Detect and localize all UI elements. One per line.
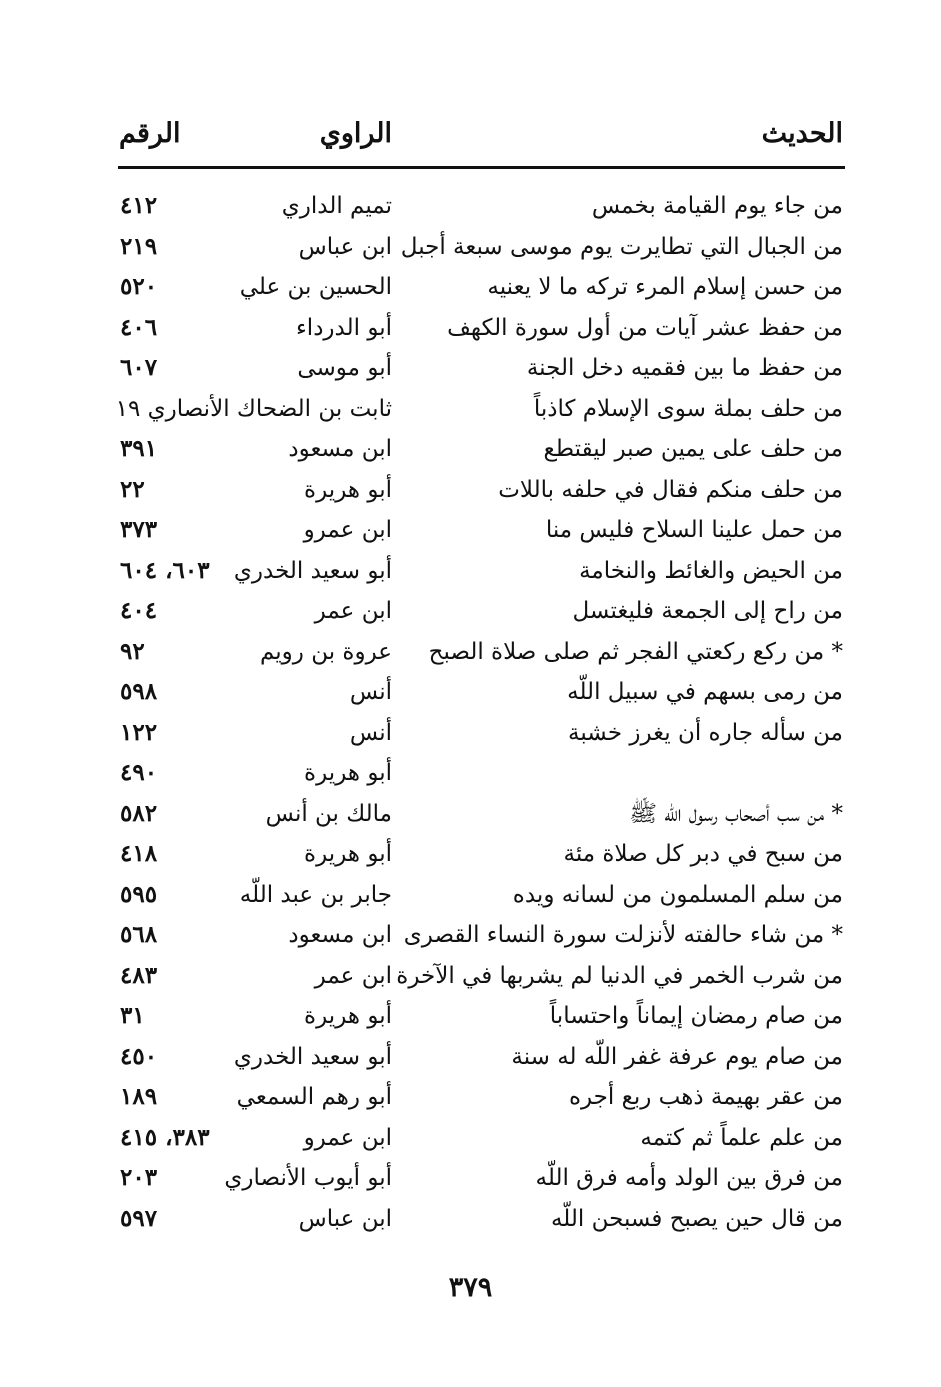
table-row (0, 1158, 941, 1199)
hadith-number: ٦٠٣، ٦٠٤ (120, 556, 210, 584)
hadith-number: ٤٩٠ (120, 759, 158, 786)
hadith-number: ٥٩٥ (120, 880, 158, 908)
hadith-number: ٥٨٢ (120, 799, 158, 827)
hadith-text: من حمل علينا السلاح فليس منا (545, 517, 843, 543)
hadith-text: من سأله جاره أن يغرز خشبة (568, 719, 843, 746)
table-row (0, 389, 941, 430)
table-row (0, 834, 941, 875)
hadith-text: من حفظ ما بين فقميه دخل الجنة (526, 355, 843, 381)
narrator-name: ابن عمر (314, 598, 392, 624)
hadith-index-table (0, 186, 941, 1239)
hadith-text: من شرب الخمر في الدنيا لم يشربها في الآخرة (396, 962, 843, 989)
table-row (0, 227, 941, 268)
hadith-number: ٥٩٧ (120, 1204, 158, 1232)
hadith-number: ٣١ (120, 1002, 145, 1029)
header-divider (118, 166, 845, 169)
hadith-text: من عقر بهيمة ذهب ربع أجره (568, 1084, 843, 1110)
hadith-text: من راح إلى الجمعة فليغتسل (572, 598, 843, 624)
hadith-number: ٦٠٧ (120, 354, 158, 381)
hadith-text: من فرق بين الولد وأمه فرق اللّه (535, 1165, 843, 1191)
hadith-number: ١٢٢ (120, 718, 158, 746)
table-row (0, 956, 941, 997)
hadith-text: من سلم المسلمون من لسانه ويده (512, 881, 843, 908)
narrator-name: أبو هريرة (304, 1003, 392, 1029)
hadith-text: من جاء يوم القيامة بخمس (591, 193, 843, 219)
hadith-text: من حلف على يمين صبر ليقتطع (543, 436, 843, 462)
table-row (0, 308, 941, 349)
table-row (0, 510, 941, 551)
hadith-number: ٥٩٨ (120, 678, 158, 705)
table-row (0, 1037, 941, 1078)
narrator-name: أبو هريرة (304, 476, 392, 503)
table-row (0, 470, 941, 511)
table-row (0, 591, 941, 632)
narrator-name: جابر بن عبد اللّه (239, 881, 392, 908)
hadith-number: ٤٠٤ (120, 597, 158, 624)
hadith-text: من سبح في دبر كل صلاة مئة (563, 841, 843, 867)
column-header-hadith: الحديث (761, 118, 843, 149)
narrator-name: أنس (349, 679, 392, 705)
hadith-text: من حسن إسلام المرء تركه ما لا يعنيه (487, 274, 843, 300)
hadith-number: ٣٧٣ (120, 516, 158, 543)
hadith-number: ٢٢ (120, 475, 145, 503)
narrator-name: أبو سعيد الخدري (233, 1043, 392, 1070)
hadith-number: ٤١٨ (120, 840, 158, 867)
narrator-name: تميم الداري (281, 193, 392, 219)
hadith-text: من حلف بملة سوى الإسلام كاذباً (533, 395, 843, 422)
narrator-name: أبو موسى (297, 355, 392, 381)
table-row (0, 267, 941, 308)
table-row (0, 672, 941, 713)
hadith-text: * من ركع ركعتي الفجر ثم صلى صلاة الصبح (428, 638, 843, 665)
hadith-number: ٢٠٣ (120, 1164, 158, 1191)
hadith-text: من علم علماً ثم كتمه (640, 1124, 843, 1151)
narrator-name: مالك بن أنس (265, 800, 392, 827)
narrator-name: الحسين بن علي (239, 274, 392, 300)
hadith-number: ٢١٩ (120, 232, 158, 260)
narrator-name: ابن مسعود (288, 922, 392, 948)
page-number: ٣٧٩ (448, 1272, 493, 1303)
hadith-number: ٤٠٦ (120, 313, 158, 341)
hadith-text: من الحيض والغائط والنخامة (579, 557, 843, 584)
table-row (0, 713, 941, 754)
narrator-name: عروة بن رويم (259, 638, 392, 665)
hadith-text: من حلف منكم فقال في حلفه باللات (498, 476, 843, 503)
narrator-name: أنس (349, 719, 392, 746)
hadith-text: من حفظ عشر آيات من أول سورة الكهف (447, 314, 843, 341)
narrator-name: ثابت بن الضحاك الأنصاري ١٩ (115, 395, 392, 422)
table-row (0, 1118, 941, 1159)
narrator-name: ابن مسعود (288, 436, 392, 462)
narrator-name: ابن عباس (298, 233, 392, 260)
narrator-name: أبو هريرة (304, 760, 392, 786)
narrator-name: أبو هريرة (304, 841, 392, 867)
hadith-text: من رمى بسهم في سبيل اللّه (567, 679, 843, 705)
narrator-name: أبو رهم السمعي (236, 1084, 392, 1110)
table-row (0, 348, 941, 389)
hadith-number: ٤٥٠ (120, 1042, 158, 1070)
hadith-number: ٩٢ (120, 637, 145, 665)
narrator-name: أبو سعيد الخدري (233, 557, 392, 584)
hadith-number: ٣٨٣، ٤١٥ (120, 1123, 210, 1151)
table-row (0, 996, 941, 1037)
narrator-name: أبو الدرداء (295, 314, 392, 341)
table-row (0, 915, 941, 956)
table-row (0, 551, 941, 592)
hadith-number: ٤٨٣ (120, 961, 158, 989)
table-row (0, 875, 941, 916)
hadith-number: ١٨٩ (120, 1083, 158, 1110)
column-header-narrator: الراوي (319, 118, 392, 149)
narrator-name: أبو أيوب الأنصاري (224, 1165, 392, 1191)
table-row (0, 186, 941, 227)
hadith-number: ٤١٢ (120, 192, 158, 219)
narrator-name: ابن عمر (314, 962, 392, 989)
table-row (0, 794, 941, 835)
table-row (0, 753, 941, 794)
narrator-name: ابن عمرو (303, 1124, 392, 1151)
narrator-name: ابن عباس (298, 1205, 392, 1232)
hadith-text: * من شاء حالفته لأنزلت سورة النساء القصرى (403, 922, 843, 948)
hadith-text: من قال حين يصبح فسبحن اللّه (550, 1205, 843, 1232)
table-row (0, 1199, 941, 1240)
hadith-number: ٥٦٨ (120, 921, 158, 948)
narrator-name: ابن عمرو (303, 517, 392, 543)
hadith-text: من الجبال التي تطايرت يوم موسى سبعة أجبل (400, 233, 843, 260)
column-header-number: الرقم (119, 118, 181, 149)
hadith-text: * من سب أصحاب رسول اللّه ﷺ (629, 800, 843, 827)
hadith-text: من صام رمضان إيماناً واحتساباً (549, 1003, 843, 1029)
table-row (0, 632, 941, 673)
table-row (0, 429, 941, 470)
hadith-text: من صام يوم عرفة غفر اللّه له سنة (511, 1043, 843, 1070)
table-row (0, 1077, 941, 1118)
hadith-number: ٥٢٠ (120, 273, 158, 300)
hadith-number: ٣٩١ (120, 435, 158, 462)
